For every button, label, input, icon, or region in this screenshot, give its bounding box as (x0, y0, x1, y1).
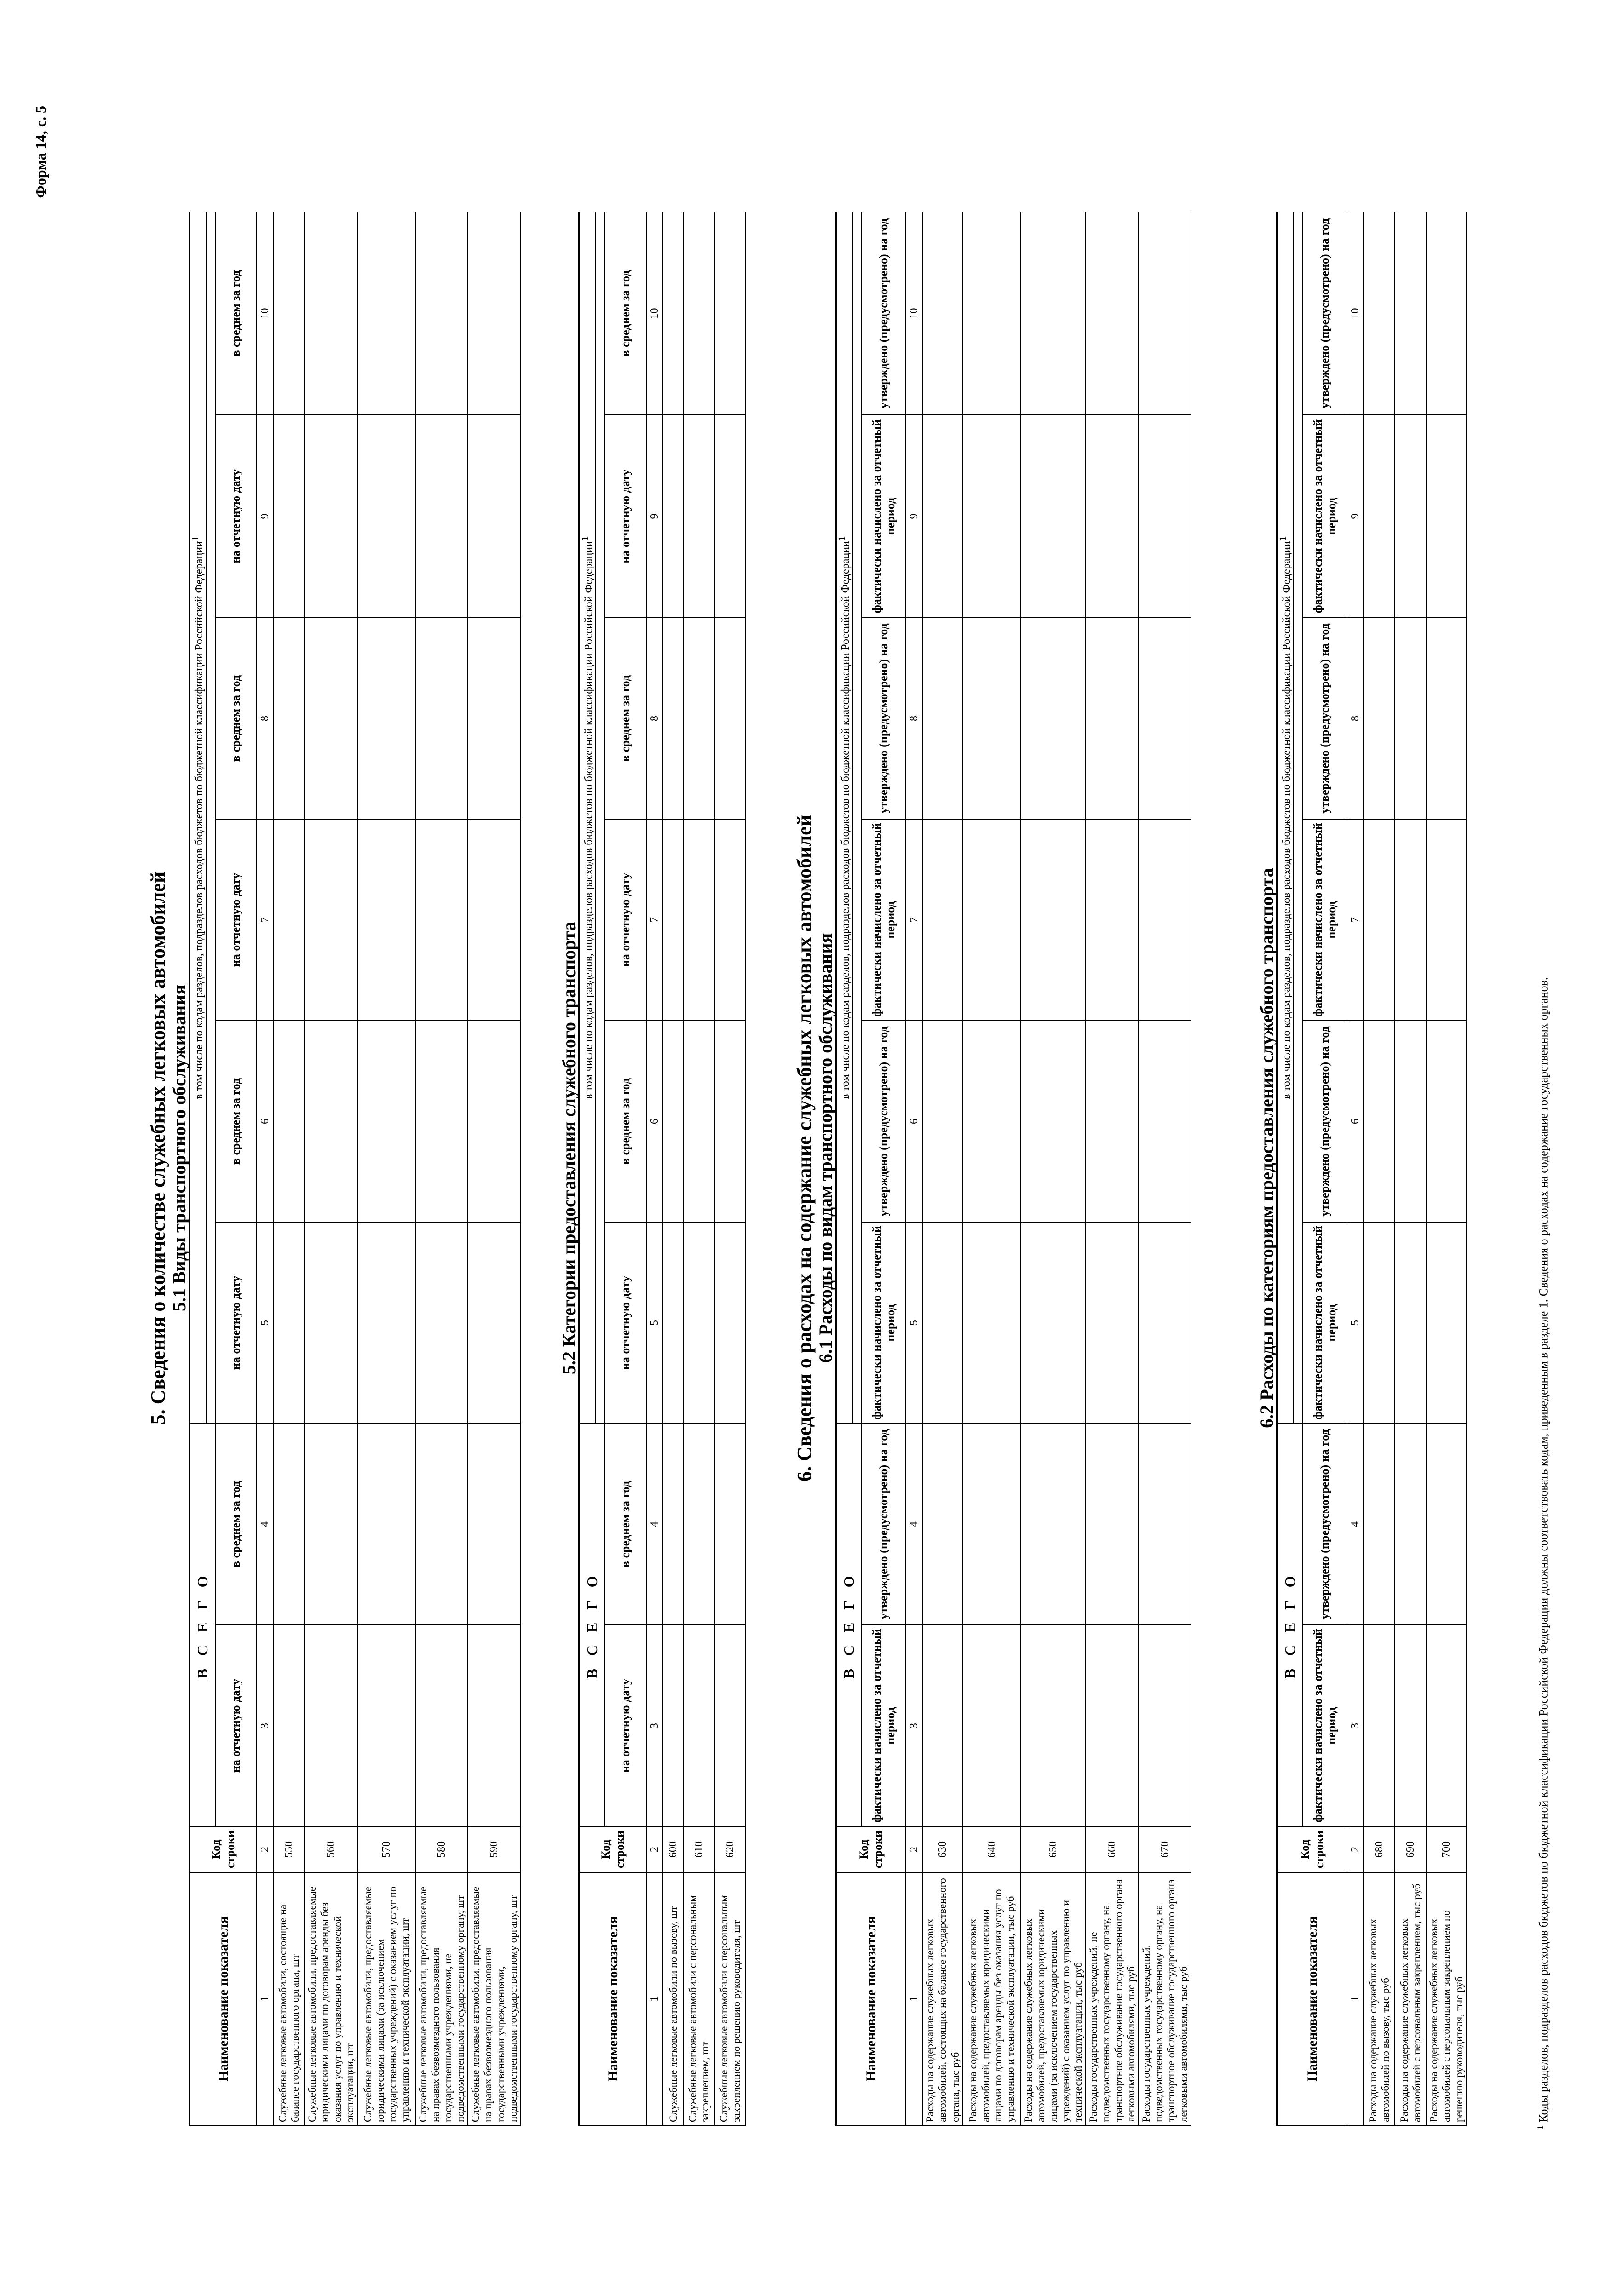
col-header: в среднем за год (215, 1021, 257, 1222)
table-row (1364, 212, 1395, 2125)
value-cell[interactable] (273, 1021, 305, 1222)
col-number: 1 (257, 1872, 273, 2125)
col-header: утверждено (предусмотрено) на год (862, 1021, 906, 1222)
value-cell[interactable] (1139, 1021, 1191, 1222)
value-cell[interactable] (1021, 1222, 1086, 1424)
including-header: в том числе по кодам разделов, подразделов расходов бюджетов по бюджетной классификации Российской Федерации$^1$ (579, 212, 596, 1424)
col-header: на отчетную дату (215, 1625, 257, 1826)
col-header: утверждено (предусмотрено) на год (862, 1424, 906, 1625)
col-header: утверждено (предусмотрено) на год (1303, 1021, 1347, 1222)
table-row (1139, 212, 1191, 2125)
value-cell[interactable] (1139, 1625, 1191, 1826)
col-number: 6 (1347, 1021, 1364, 1222)
value-cell[interactable] (1086, 1222, 1139, 1424)
value-cell[interactable] (1364, 1021, 1395, 1222)
value-cell[interactable] (1139, 1424, 1191, 1625)
col-header: утверждено (предусмотрено) на год (862, 618, 906, 819)
row-name: Служебные легковые автомобили с персональным закреплением по решению руководителя, шт (714, 1872, 746, 2125)
table-row (683, 212, 714, 2125)
value-cell[interactable] (1395, 1424, 1426, 1625)
col-number: 8 (906, 618, 922, 819)
value-cell[interactable] (1139, 819, 1191, 1021)
value-cell[interactable] (1426, 1222, 1466, 1424)
value-cell[interactable] (415, 819, 468, 1021)
value-cell[interactable] (1086, 618, 1139, 819)
value-cell[interactable] (1364, 1424, 1395, 1625)
table-row (357, 212, 415, 2125)
value-cell[interactable] (922, 212, 962, 415)
value-cell[interactable] (1426, 1625, 1466, 1826)
value-cell[interactable] (1139, 212, 1191, 415)
col-number: 6 (257, 1021, 273, 1222)
col-header: на отчетную дату (215, 1222, 257, 1424)
value-cell[interactable] (1395, 1625, 1426, 1826)
row-code: 560 (305, 1826, 357, 1872)
col-header: в среднем за год (605, 1424, 646, 1625)
col-number: 9 (257, 415, 273, 618)
code-header: Код строки (836, 1826, 906, 1872)
row-name: Служебные легковые автомобили, предоставляемые на правах безвозмездного пользования государственными учреждениями, подведомственными государственному органу, шт (468, 1872, 521, 2125)
value-cell[interactable] (663, 415, 683, 618)
table-row (273, 212, 305, 2125)
col-number: 8 (257, 618, 273, 819)
col-number: 5 (646, 1222, 663, 1424)
value-cell[interactable] (1021, 618, 1086, 819)
col-number: 2 (257, 1826, 273, 1872)
col-number: 3 (646, 1625, 663, 1826)
row-code: 680 (1364, 1826, 1395, 1872)
including-header: в том числе по кодам разделов, подразделов расходов бюджетов по бюджетной классификации Российской Федерации$^1$ (190, 212, 206, 1424)
value-cell[interactable] (415, 1424, 468, 1625)
row-name: Расходы на содержание служебных легковых автомобилей с персональным закреплением по решению руководителя, тыс руб (1426, 1872, 1466, 2125)
value-cell[interactable] (922, 415, 962, 618)
table-row (963, 212, 1021, 2125)
value-cell[interactable] (922, 1222, 962, 1424)
value-cell[interactable] (963, 1222, 1021, 1424)
value-cell[interactable] (663, 1021, 683, 1222)
table-row (663, 212, 683, 2125)
value-cell[interactable] (357, 1021, 415, 1222)
value-cell[interactable] (305, 618, 357, 819)
value-cell[interactable] (1426, 819, 1466, 1021)
row-name: Расходы государственных учреждений, подведомственных государственному органу, на транспортное обслуживание государственного органа легковыми автомобилями, тыс руб (1139, 1872, 1191, 2125)
col-number: 7 (257, 819, 273, 1021)
table-5-2 (578, 212, 746, 2126)
col-number: 5 (257, 1222, 273, 1424)
value-cell[interactable] (1395, 415, 1426, 618)
col-header: фактически начислено за отчетный период (862, 1625, 906, 1826)
value-cell[interactable] (922, 819, 962, 1021)
col-number: 7 (906, 819, 922, 1021)
value-cell[interactable] (415, 1021, 468, 1222)
value-cell[interactable] (1426, 618, 1466, 819)
value-cell[interactable] (1021, 1021, 1086, 1222)
col-number: 8 (646, 618, 663, 819)
table-row (468, 212, 521, 2125)
table-row (1426, 212, 1466, 2125)
value-cell[interactable] (357, 415, 415, 618)
col-number: 10 (257, 212, 273, 415)
value-cell[interactable] (683, 1021, 714, 1222)
col-header: фактически начислено за отчетный период (862, 1222, 906, 1424)
value-cell[interactable] (357, 1222, 415, 1424)
row-name: Служебные легковые автомобили, состоящие на балансе государственного органа, шт (273, 1872, 305, 2125)
value-cell[interactable] (468, 1424, 521, 1625)
row-name: Служебные легковые автомобили по вызову, шт (663, 1872, 683, 2125)
value-cell[interactable] (1364, 1222, 1395, 1424)
col-number: 6 (646, 1021, 663, 1222)
value-cell[interactable] (305, 819, 357, 1021)
value-cell[interactable] (714, 415, 746, 618)
value-cell[interactable] (922, 1021, 962, 1222)
value-cell[interactable] (663, 1222, 683, 1424)
col-header: в среднем за год (215, 212, 257, 415)
col-number: 7 (646, 819, 663, 1021)
value-cell[interactable] (963, 415, 1021, 618)
value-cell[interactable] (468, 212, 521, 415)
table-row (415, 212, 468, 2125)
name-header: Наименование показателя (1277, 1872, 1347, 2125)
col-header: на отчетную дату (605, 1625, 646, 1826)
row-code: 590 (468, 1826, 521, 1872)
col-number: 3 (257, 1625, 273, 1826)
value-cell[interactable] (963, 1625, 1021, 1826)
col-header: в среднем за год (605, 212, 646, 415)
col-number: 4 (906, 1424, 922, 1625)
value-cell[interactable] (1086, 415, 1139, 618)
row-name: Расходы на содержание служебных легковых автомобилей с персональным закреплением, тыс руб (1395, 1872, 1426, 2125)
col-number: 3 (906, 1625, 922, 1826)
value-cell[interactable] (273, 212, 305, 415)
code-header: Код строки (579, 1826, 646, 1872)
col-header: на отчетную дату (605, 1222, 646, 1424)
row-code: 670 (1139, 1826, 1191, 1872)
value-cell[interactable] (1395, 1021, 1426, 1222)
value-cell[interactable] (963, 1021, 1021, 1222)
value-cell[interactable] (305, 1424, 357, 1625)
value-cell[interactable] (683, 1625, 714, 1826)
value-cell[interactable] (963, 819, 1021, 1021)
value-cell[interactable] (305, 212, 357, 415)
col-header: утверждено (предусмотрено) на год (1303, 1424, 1347, 1625)
value-cell[interactable] (1086, 1625, 1139, 1826)
col-header: в среднем за год (215, 618, 257, 819)
value-cell[interactable] (1426, 1424, 1466, 1625)
row-name: Служебные легковые автомобили с персональным закреплением, шт (683, 1872, 714, 2125)
value-cell[interactable] (1364, 819, 1395, 1021)
value-cell[interactable] (305, 415, 357, 618)
vsego-header: В С Е Г О (190, 1424, 215, 1826)
table-row (922, 212, 962, 2125)
value-cell[interactable] (683, 212, 714, 415)
row-code: 690 (1395, 1826, 1426, 1872)
value-cell[interactable] (663, 819, 683, 1021)
value-cell[interactable] (357, 1424, 415, 1625)
value-cell[interactable] (683, 1222, 714, 1424)
value-cell[interactable] (663, 1424, 683, 1625)
value-cell[interactable] (468, 1222, 521, 1424)
value-cell[interactable] (305, 1625, 357, 1826)
value-cell[interactable] (663, 618, 683, 819)
row-name: Расходы на содержание служебных легковых автомобилей, предоставляемых юридическими лицами (за исключением государственных учреждений) с оказанием услуг по управлению и технической эксплуатации, тыс руб (1021, 1872, 1086, 2125)
value-cell[interactable] (714, 819, 746, 1021)
row-code: 610 (683, 1826, 714, 1872)
row-code: 600 (663, 1826, 683, 1872)
value-cell[interactable] (963, 618, 1021, 819)
value-cell[interactable] (1086, 1424, 1139, 1625)
value-cell[interactable] (714, 1424, 746, 1625)
value-cell[interactable] (305, 1222, 357, 1424)
value-cell[interactable] (922, 1625, 962, 1826)
col-number: 1 (1347, 1872, 1364, 2125)
code-header: Код строки (1277, 1826, 1347, 1872)
col-header: фактически начислено за отчетный период (1303, 1222, 1347, 1424)
row-name: Расходы на содержание служебных легковых автомобилей по вызову, тыс руб (1364, 1872, 1395, 2125)
value-cell[interactable] (663, 212, 683, 415)
value-cell[interactable] (1021, 1424, 1086, 1625)
col-header: утверждено (предусмотрено) на год (862, 212, 906, 415)
value-cell[interactable] (683, 1424, 714, 1625)
value-cell[interactable] (273, 1222, 305, 1424)
table-row (1086, 212, 1139, 2125)
row-code: 570 (357, 1826, 415, 1872)
table-5-1 (189, 212, 521, 2126)
section5-1-title: 5.1 Виды транспортного обслуживания (169, 984, 190, 1312)
section6-title: 6. Сведения о расходах на содержание служебных легковых автомобилей (793, 815, 816, 1481)
col-header: на отчетную дату (215, 415, 257, 618)
row-code: 620 (714, 1826, 746, 1872)
value-cell[interactable] (1395, 819, 1426, 1021)
form-label: Форма 14, с. 5 (32, 106, 49, 198)
col-header: фактически начислено за отчетный период (1303, 819, 1347, 1021)
value-cell[interactable] (468, 1021, 521, 1222)
col-header: на отчетную дату (605, 819, 646, 1021)
col-header: в среднем за год (605, 618, 646, 819)
section5-2-title: 5.2 Категории предоставления служебного транспорта (558, 921, 579, 1375)
table-row (305, 212, 357, 2125)
value-cell[interactable] (1021, 415, 1086, 618)
section6-2-title: 6.2 Расходы по категориям предоставления служебного транспорта (1256, 868, 1277, 1428)
value-cell[interactable] (1139, 618, 1191, 819)
name-header: Наименование показателя (190, 1872, 257, 2125)
vsego-header: В С Е Г О (836, 1424, 862, 1826)
value-cell[interactable] (273, 618, 305, 819)
value-cell[interactable] (357, 1625, 415, 1826)
col-header: утверждено (предусмотрено) на год (1303, 212, 1347, 415)
value-cell[interactable] (415, 618, 468, 819)
vsego-header: В С Е Г О (1277, 1424, 1303, 1826)
table-row (1021, 212, 1086, 2125)
row-name: Расходы на содержание служебных легковых автомобилей, предоставляемых юридическими лицами по договорам аренды без оказания услуг по управлению и технической эксплуатации, тыс руб (963, 1872, 1021, 2125)
col-number: 10 (646, 212, 663, 415)
value-cell[interactable] (683, 819, 714, 1021)
col-number: 1 (646, 1872, 663, 2125)
value-cell[interactable] (663, 1625, 683, 1826)
value-cell[interactable] (1364, 212, 1395, 415)
including-header: в том числе по кодам разделов, подразделов расходов бюджетов по бюджетной классификации Российской Федерации$^1$ (836, 212, 852, 1424)
name-header: Наименование показателя (579, 1872, 646, 2125)
col-number: 4 (646, 1424, 663, 1625)
value-cell[interactable] (357, 212, 415, 415)
col-number: 8 (1347, 618, 1364, 819)
row-name: Расходы государственных учреждений, не подведомственных государственному органу, на транспортное обслуживание государственного органа легковыми автомобилями, тыс руб (1086, 1872, 1139, 2125)
vsego-header: В С Е Г О (579, 1424, 605, 1826)
col-header: на отчетную дату (605, 415, 646, 618)
col-number: 1 (906, 1872, 922, 2125)
col-number: 2 (646, 1826, 663, 1872)
col-header: фактически начислено за отчетный период (1303, 415, 1347, 618)
value-cell[interactable] (415, 212, 468, 415)
col-number: 2 (1347, 1826, 1364, 1872)
value-cell[interactable] (1364, 618, 1395, 819)
value-cell[interactable] (714, 618, 746, 819)
value-cell[interactable] (273, 1424, 305, 1625)
value-cell[interactable] (1021, 1625, 1086, 1826)
col-number: 4 (1347, 1424, 1364, 1625)
col-number: 5 (906, 1222, 922, 1424)
value-cell[interactable] (468, 819, 521, 1021)
table-6-2 (1276, 212, 1467, 2126)
col-header: фактически начислено за отчетный период (1303, 1625, 1347, 1826)
value-cell[interactable] (468, 618, 521, 819)
including-header: в том числе по кодам разделов, подразделов расходов бюджетов по бюджетной классификации Российской Федерации$^1$ (1277, 212, 1294, 1424)
value-cell[interactable] (963, 212, 1021, 415)
table-6-1 (835, 212, 1191, 2126)
col-number: 5 (1347, 1222, 1364, 1424)
value-cell[interactable] (1426, 1021, 1466, 1222)
value-cell[interactable] (273, 415, 305, 618)
section5-title: 5. Сведения о количестве служебных легковых автомобилей (147, 871, 169, 1425)
value-cell[interactable] (468, 1625, 521, 1826)
col-number: 3 (1347, 1625, 1364, 1826)
value-cell[interactable] (273, 819, 305, 1021)
row-code: 580 (415, 1826, 468, 1872)
value-cell[interactable] (1139, 415, 1191, 618)
value-cell[interactable] (1086, 819, 1139, 1021)
value-cell[interactable] (922, 618, 962, 819)
row-code: 550 (273, 1826, 305, 1872)
value-cell[interactable] (1395, 618, 1426, 819)
row-name: Служебные легковые автомобили, предоставляемые юридическими лицами (за исключением государственных учреждений) с оказанием услуг по управлению и технической эксплуатации, шт (357, 1872, 415, 2125)
col-header: фактически начислено за отчетный период (862, 415, 906, 618)
value-cell[interactable] (305, 1021, 357, 1222)
footnote: $^1$ Коды разделов, подразделов расходов бюджетов по бюджетной классификации Российской Федерации должны соответствовать кодам, приведенным в разделе 1. Сведения о расходах на содержание государственных органов. (1536, 977, 1550, 2130)
col-header: фактически начислено за отчетный период (862, 819, 906, 1021)
col-header: в среднем за год (605, 1021, 646, 1222)
col-header: в среднем за год (215, 1424, 257, 1625)
value-cell[interactable] (357, 819, 415, 1021)
value-cell[interactable] (415, 1625, 468, 1826)
value-cell[interactable] (357, 618, 415, 819)
row-code: 700 (1426, 1826, 1466, 1872)
value-cell[interactable] (714, 212, 746, 415)
value-cell[interactable] (714, 1021, 746, 1222)
row-code: 650 (1021, 1826, 1086, 1872)
value-cell[interactable] (714, 1222, 746, 1424)
value-cell[interactable] (415, 1222, 468, 1424)
value-cell[interactable] (1139, 1222, 1191, 1424)
value-cell[interactable] (1426, 415, 1466, 618)
row-code: 630 (922, 1826, 962, 1872)
value-cell[interactable] (1364, 415, 1395, 618)
col-number: 10 (906, 212, 922, 415)
row-code: 660 (1086, 1826, 1139, 1872)
table-row (1395, 212, 1426, 2125)
value-cell[interactable] (1021, 819, 1086, 1021)
col-header: на отчетную дату (215, 819, 257, 1021)
row-name: Служебные легковые автомобили, предоставляемые на правах безвозмездного пользования государственными учреждениями, не подведомственными государственному органу, шт (415, 1872, 468, 2125)
col-header: утверждено (предусмотрено) на год (1303, 618, 1347, 819)
value-cell[interactable] (922, 1424, 962, 1625)
value-cell[interactable] (1364, 1625, 1395, 1826)
col-number: 9 (906, 415, 922, 618)
value-cell[interactable] (1086, 212, 1139, 415)
value-cell[interactable] (1395, 212, 1426, 415)
col-number: 9 (646, 415, 663, 618)
section6-1-title: 6.1 Расходы по видам транспортного обслуживания (815, 933, 836, 1363)
value-cell[interactable] (683, 618, 714, 819)
row-name: Расходы на содержание служебных легковых автомобилей, состоящих на балансе государственного органа, тыс руб (922, 1872, 962, 2125)
value-cell[interactable] (963, 1424, 1021, 1625)
value-cell[interactable] (415, 415, 468, 618)
value-cell[interactable] (1021, 212, 1086, 415)
table-row (714, 212, 746, 2125)
value-cell[interactable] (468, 415, 521, 618)
value-cell[interactable] (1426, 212, 1466, 415)
row-name: Служебные легковые автомобили, предоставляемые юридическими лицами по договорам аренды без оказания услуг по управлению и технической эксплуатации, шт (305, 1872, 357, 2125)
name-header: Наименование показателя (836, 1872, 906, 2125)
value-cell[interactable] (273, 1625, 305, 1826)
row-code: 640 (963, 1826, 1021, 1872)
col-number: 10 (1347, 212, 1364, 415)
value-cell[interactable] (1086, 1021, 1139, 1222)
value-cell[interactable] (714, 1625, 746, 1826)
col-number: 6 (906, 1021, 922, 1222)
col-number: 9 (1347, 415, 1364, 618)
col-number: 4 (257, 1424, 273, 1625)
col-number: 2 (906, 1826, 922, 1872)
value-cell[interactable] (683, 415, 714, 618)
value-cell[interactable] (1395, 1222, 1426, 1424)
col-number: 7 (1347, 819, 1364, 1021)
code-header: Код строки (190, 1826, 257, 1872)
